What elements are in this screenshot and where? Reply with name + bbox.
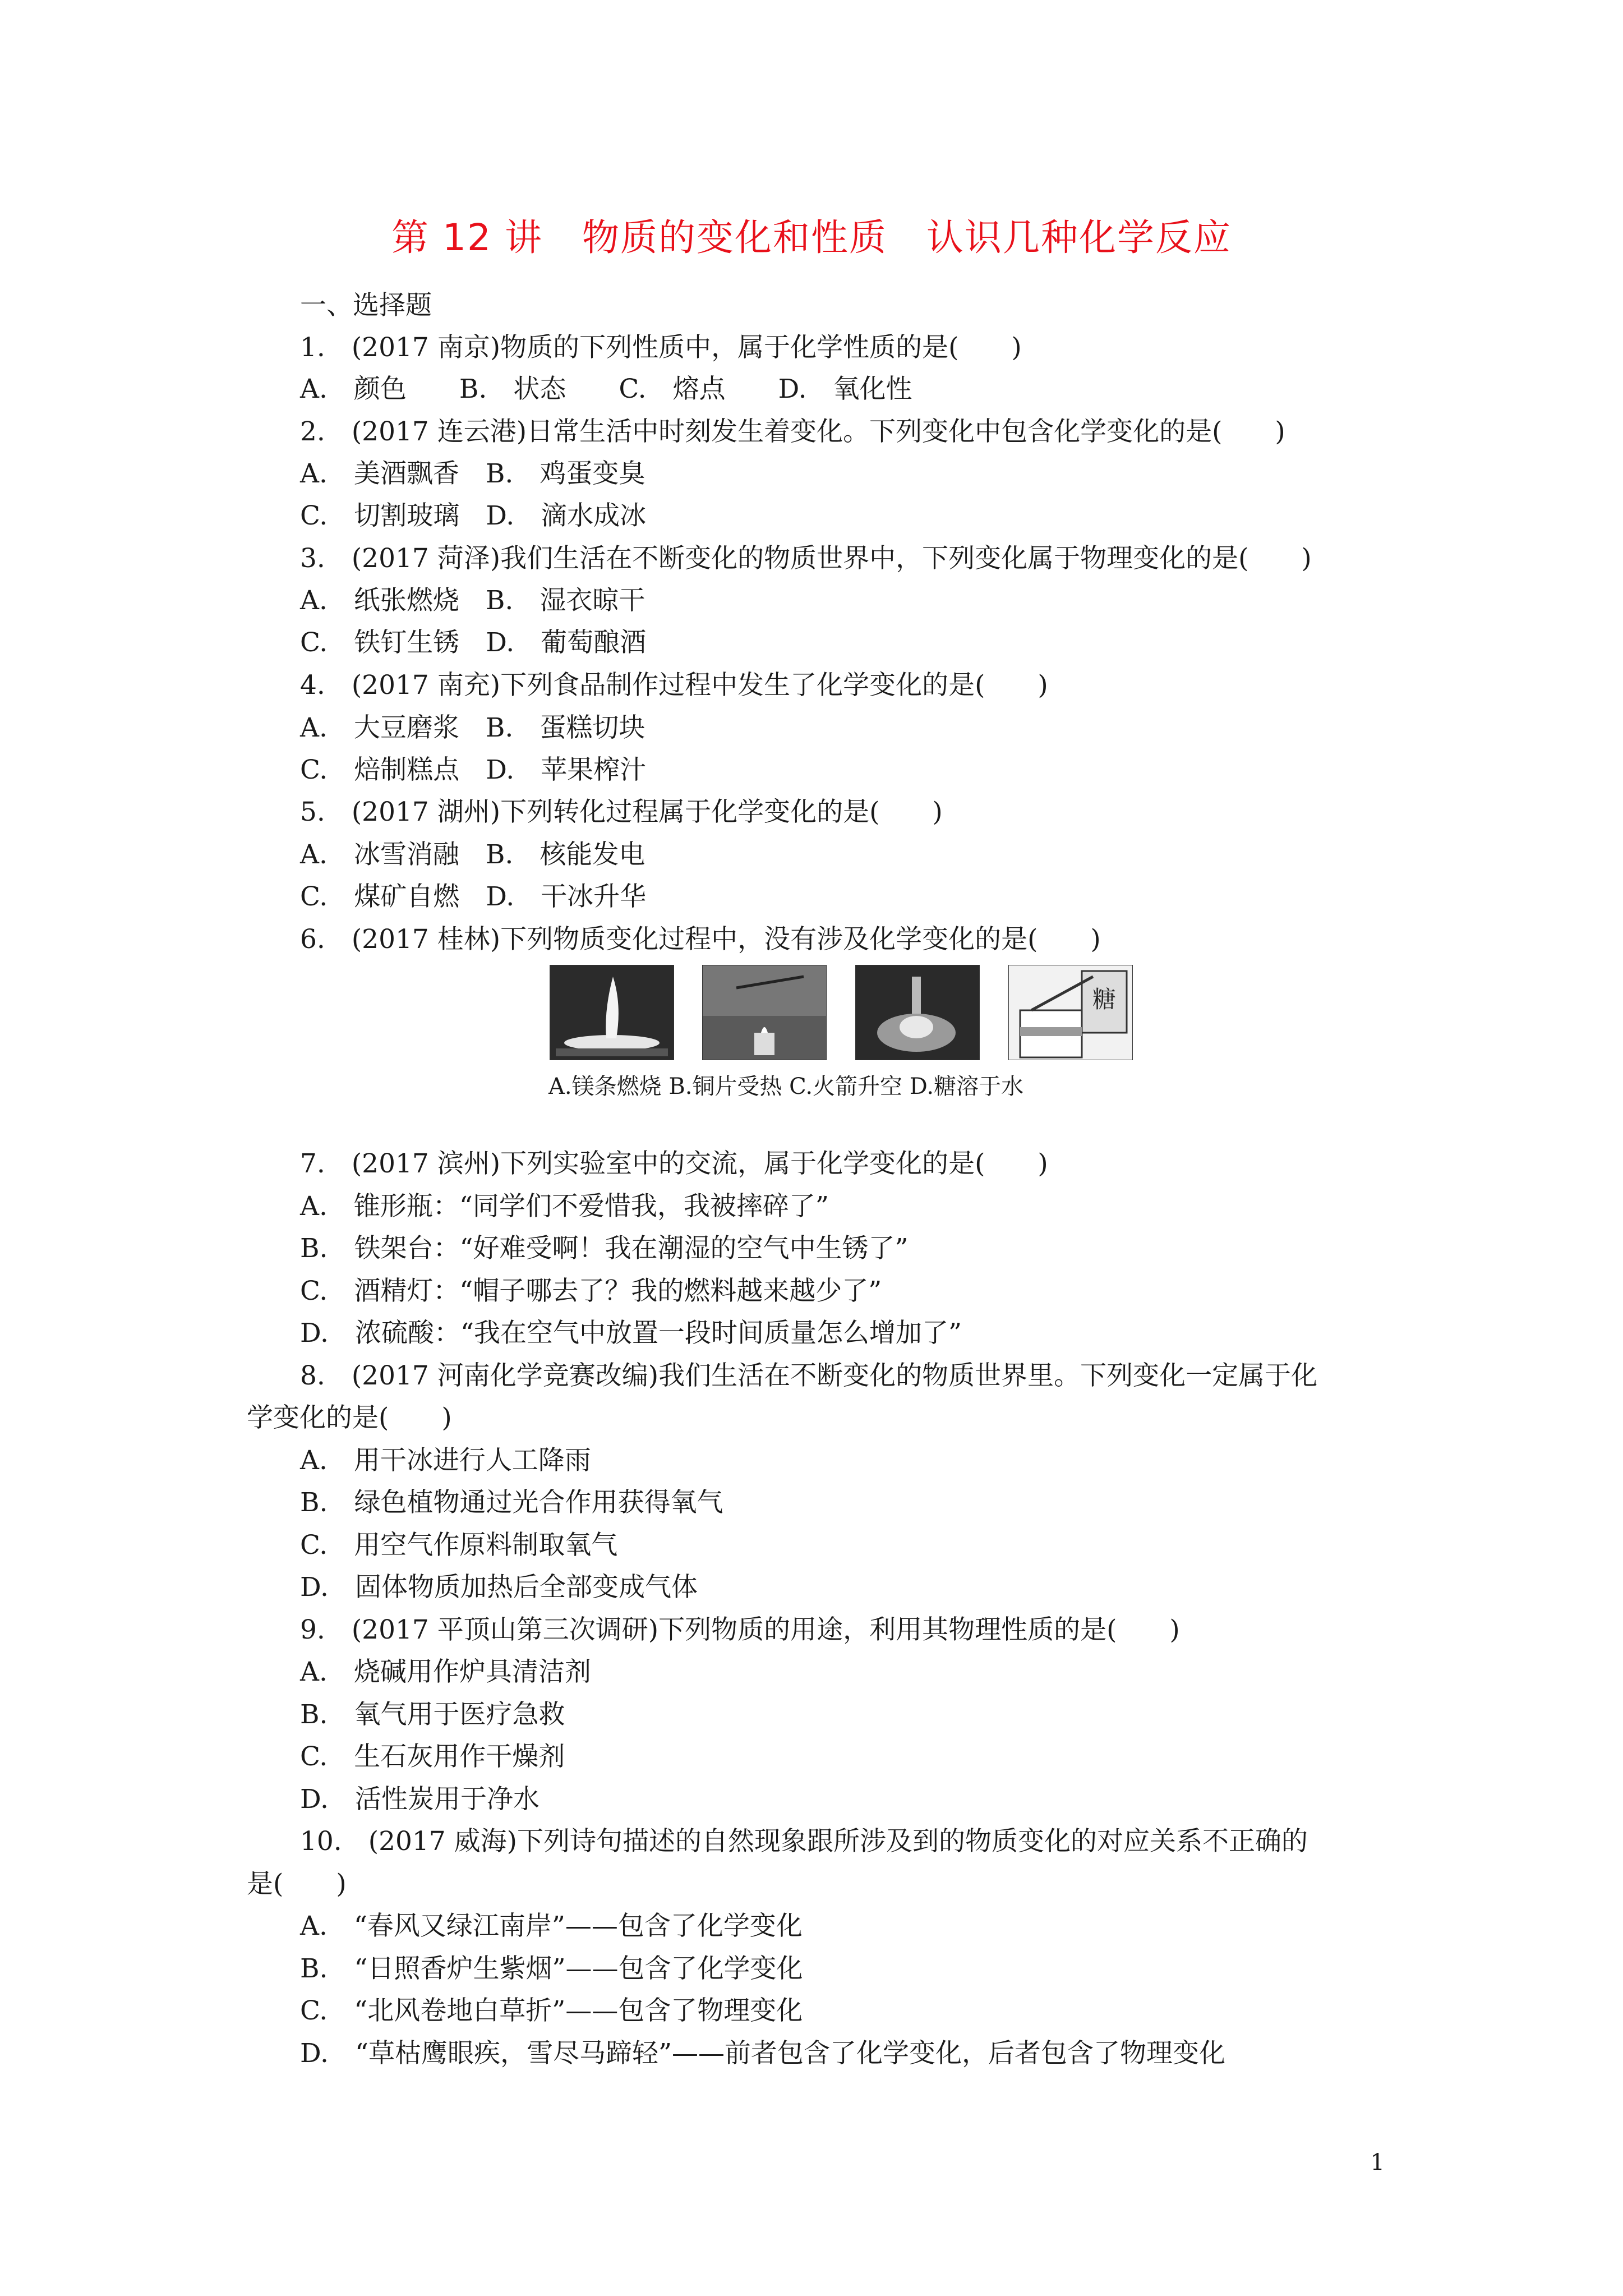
question-6-figures [550, 965, 1138, 1066]
figure-captions [548, 1069, 1023, 1101]
option-line: A. 大豆磨浆 B. 蛋糕切块 [300, 712, 645, 743]
question-8-cont: 学变化的是( ) [247, 1402, 452, 1433]
title-topic-2: 认识几种化学反应 [926, 216, 1232, 259]
question-10: 10. (2017 威海)下列诗句描述的自然现象跟所涉及到的物质变化的对应关系不正确的 [300, 1826, 1308, 1857]
magnesium-burning-image [550, 965, 674, 1060]
option-line: C. 煤矿自燃 D. 干冰升华 [300, 881, 647, 912]
option-line: D. 浓硫酸：“我在空气中放置一段时间质量怎么增加了” [300, 1318, 962, 1349]
question-3: 3. (2017 菏泽)我们生活在不断变化的物质世界中，下列变化属于物理变化的是( ) [300, 543, 1312, 574]
question-7: 7. (2017 滨州)下列实验室中的交流，属于化学变化的是( ) [300, 1148, 1048, 1179]
option-line: B. “日照香炉生紫烟”——包含了化学变化 [300, 1953, 803, 1984]
question-4: 4. (2017 南充)下列食品制作过程中发生了化学变化的是( ) [300, 670, 1048, 701]
sugar-dissolving-image [1008, 965, 1133, 1060]
caption-a: A.镁条燃烧 [548, 1074, 662, 1099]
option-line: D. 活性炭用于净水 [300, 1784, 540, 1815]
option-line: C. 酒精灯：“帽子哪去了？我的燃料越来越少了” [300, 1276, 882, 1306]
question-10-cont: 是( ) [247, 1869, 347, 1899]
option-line: B. 绿色植物通过光合作用获得氧气 [300, 1487, 723, 1518]
question-2: 2. (2017 连云港)日常生活中时刻发生着变化。下列变化中包含化学变化的是( ) [300, 416, 1285, 447]
caption-b: B.铜片受热 [668, 1074, 782, 1099]
option-line: C. 用空气作原料制取氧气 [300, 1530, 618, 1561]
option-line: A. 用干冰进行人工降雨 [300, 1445, 591, 1476]
caption-d: D.糖溶于水 [909, 1074, 1024, 1099]
question-6: 6. (2017 桂林)下列物质变化过程中，没有涉及化学变化的是( ) [300, 924, 1101, 955]
rocket-launch-image [855, 965, 980, 1060]
option-line: A. 锥形瓶：“同学们不爱惜我，我被摔碎了” [300, 1191, 829, 1222]
title-lecture: 第 12 讲 [391, 216, 543, 259]
caption-c: C.火箭升空 [789, 1074, 903, 1099]
question-1-options: A. 颜色 B. 状态 C. 熔点 D. 氧化性 [300, 374, 912, 404]
question-9: 9. (2017 平顶山第三次调研)下列物质的用途，利用其物理性质的是( ) [300, 1614, 1180, 1645]
option-line: A. 烧碱用作炉具清洁剂 [300, 1657, 591, 1687]
question-8: 8. (2017 河南化学竞赛改编)我们生活在不断变化的物质世界里。下列变化一定属于化 [300, 1360, 1318, 1391]
option-line: A. 冰雪消融 B. 核能发电 [300, 839, 645, 870]
section-heading: 一、选择题 [300, 290, 432, 321]
option-line: D. 固体物质加热后全部变成气体 [300, 1572, 698, 1603]
question-1: 1. (2017 南京)物质的下列性质中，属于化学性质的是( ) [300, 332, 1022, 363]
title-topic-1: 物质的变化和性质 [582, 216, 887, 259]
option-line: B. 铁架台：“好难受啊！我在潮湿的空气中生锈了” [300, 1233, 909, 1264]
option-line: A. 纸张燃烧 B. 湿衣晾干 [300, 585, 645, 616]
option-line: C. “北风卷地白草折”——包含了物理变化 [300, 1995, 803, 2026]
option-line: D. “草枯鹰眼疾，雪尽马蹄轻”——前者包含了化学变化，后者包含了物理变化 [300, 2038, 1226, 2069]
option-line: C. 生石灰用作干燥剂 [300, 1741, 565, 1772]
question-5: 5. (2017 湖州)下列转化过程属于化学变化的是( ) [300, 797, 943, 827]
page-title [0, 208, 1623, 261]
option-line: A. “春风又绿江南岸”——包含了化学变化 [300, 1911, 803, 1941]
option-line: C. 铁钉生锈 D. 葡萄酿酒 [300, 627, 647, 658]
sugar-label: 糖 [1092, 986, 1117, 1013]
option-line: C. 焙制糕点 D. 苹果榨汁 [300, 754, 647, 785]
copper-heating-image [702, 965, 827, 1060]
option-line: B. 氧气用于医疗急救 [300, 1699, 565, 1730]
option-line: C. 切割玻璃 D. 滴水成冰 [300, 500, 647, 531]
option-line: A. 美酒飘香 B. 鸡蛋变臭 [300, 458, 645, 489]
page-number: 1 [1370, 2150, 1385, 2175]
